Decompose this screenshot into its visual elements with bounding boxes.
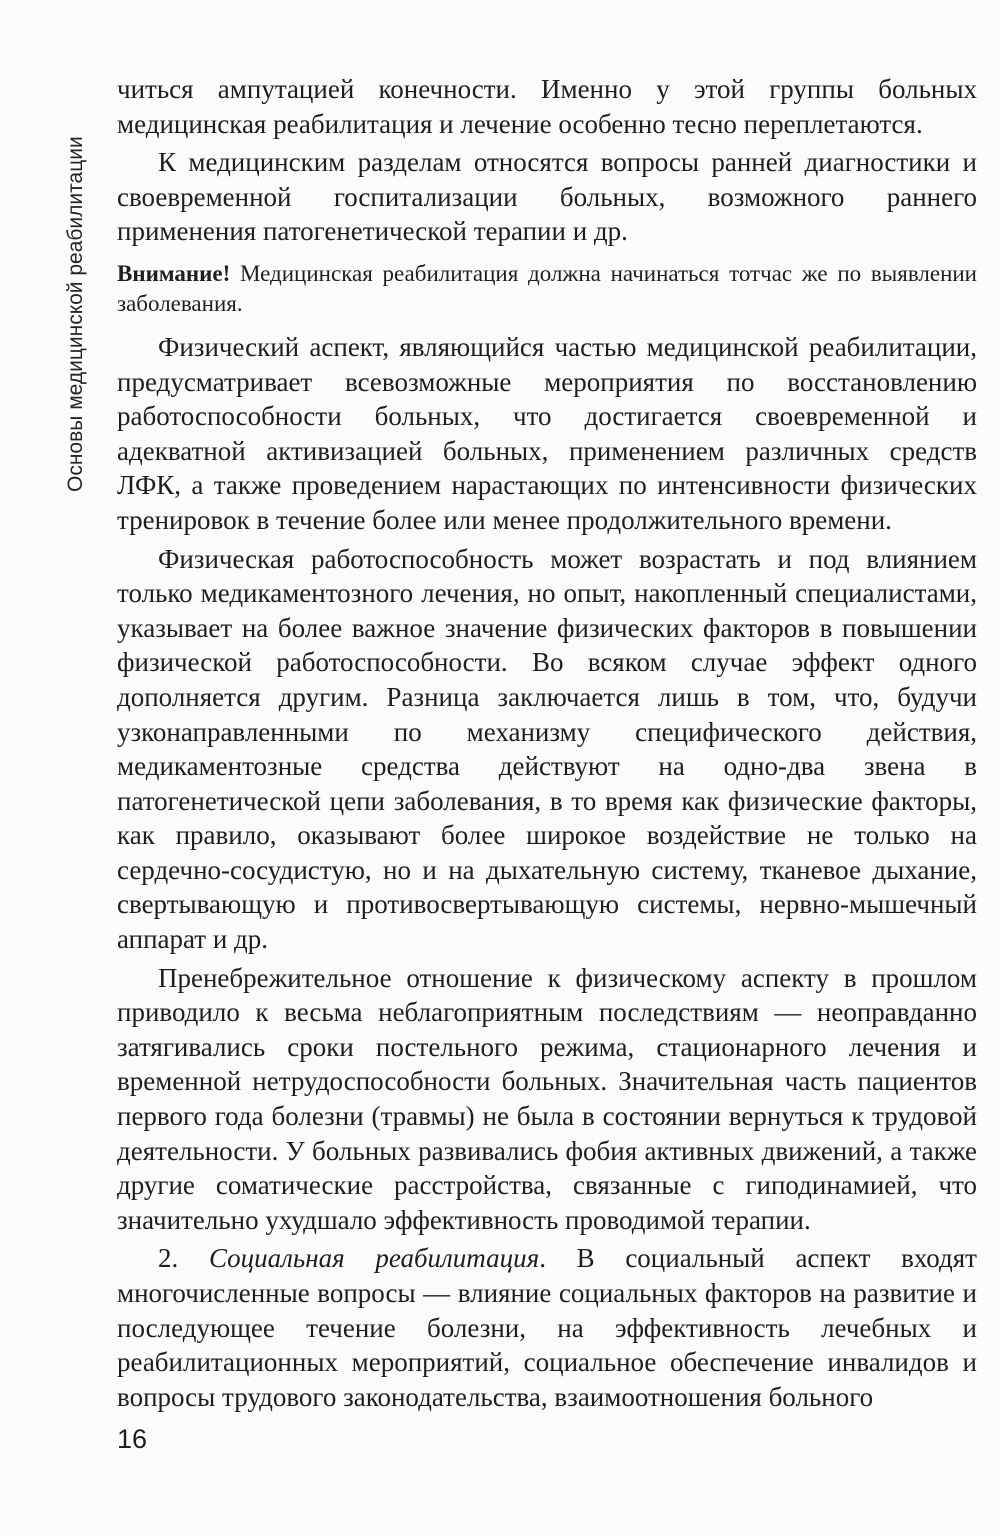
page-body — [117, 72, 977, 1414]
section-text: . В социальный аспект входят многочисленные вопросы — влияние социальных факторов на развитие и последующее течение болезни, на эффективность лечебных и реабилитационных мероприятий, социальное обеспечение инвалидов и вопросы трудового законодательства, взаимоотношения больного — [117, 1243, 977, 1412]
section-number: 2. — [158, 1243, 209, 1274]
attention-text: Медицинская реабилитация должна начинаться тотчас же по выявлении заболевания. — [117, 260, 977, 317]
paragraph-continuation: читься ампутацией конечности. Именно у этой группы больных медицинская реабилитация и лечение особенно тесно переплетаются. — [117, 74, 977, 139]
paragraph-medical-sections: К медицинским разделам относятся вопросы ранней диагностики и своевременной госпитализации больных, возможного раннего применения патогенетической терапии и др. — [117, 147, 977, 247]
running-head: Основы медицинской реабилитации — [64, 136, 87, 492]
paragraph-physical-capacity: Физическая работоспособность может возрастать и под влиянием только медикаментозного лечения, но опыт, накопленный специалистами, указывает на более важное значение физических факторов в повышении физической работоспособности. Во всяком случае эффект одного дополняется другим. Разница заключается лишь в том, что, будучи узконаправленными по механизму специфического действия, медикаментозные средства действуют на одно-два звена в патогенетической цепи заболевания, в то время как физические факторы, как правило, оказывают более широкое воздействие не только на сердечно-сосудистую, но и на дыхательную систему, тканевое дыхание, свертывающую и противосвертывающую системы, нервно-мышечный аппарат и др. — [117, 543, 977, 955]
paragraph-neglect: Пренебрежительное отношение к физическому аспекту в прошлом приводило к весьма неблагоприятным последствиям — неоправданно затягивались сроки постельного режима, стационарного лечения и временной нетрудоспособности больных. Значительная часть пациентов первого года болезни (травмы) не была в состоянии вернуться к трудовой деятельности. У больных развивались фобия активных движений, а также другие соматические расстройства, связанные с гиподинамией, что значительно ухудшало эффективность проводимой терапии. — [117, 962, 977, 1235]
page-number: 16 — [117, 1424, 148, 1454]
section-term: Социальная реабилитация — [208, 1243, 540, 1274]
attention-label: Внимание! — [117, 260, 231, 286]
paragraph-physical-aspect: Физический аспект, являющийся частью медицинской реабилитации, предусматривает всевозможные мероприятия по восстановлению работоспособности больных, что достигается своевременной и адекватной активизацией больных, применением различных средств ЛФК, а также проведением нарастающих по интенсивности физических тренировок в течение более или менее продолжительного времени. — [117, 331, 977, 535]
paragraph-social-rehabilitation — [117, 1241, 977, 1414]
attention-note — [117, 259, 977, 320]
running-head-container — [60, 72, 92, 492]
